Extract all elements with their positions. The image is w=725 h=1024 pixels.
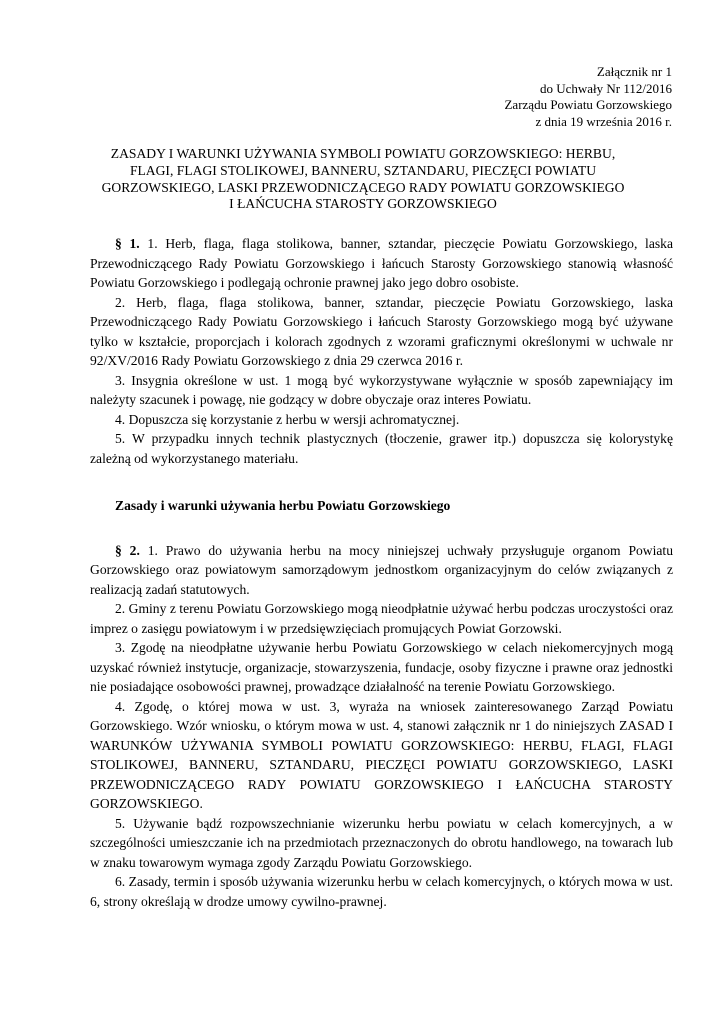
- section-1-paragraph-2: 2. Herb, flaga, flaga stolikowa, banner, sztandar, pieczęcie Powiatu Gorzowskiego, laska Przewodniczącego Rady Powiatu Gorzowskiego i łańcuch Starosty Gorzowskiego mogą być używane tylko w kształcie, proporcjach i kolorach zgodnych z wzorami graficznymi określonymi w uchwale nr 92/XV/2016 Rady Powiatu Gorzowskiego z dnia 29 czerwca 2016 r.: [90, 294, 673, 368]
- document-title: [80, 146, 646, 213]
- header-line-date: z dnia 19 września 2016 r.: [535, 113, 672, 129]
- header-line-board: Zarządu Powiatu Gorzowskiego: [504, 97, 672, 113]
- title-line-2: FLAGI, FLAGI STOLIKOWEJ, BANNERU, SZTANDARU, PIECZĘCI POWIATU: [129, 162, 597, 178]
- spacer: [90, 468, 673, 496]
- document-body: [90, 234, 673, 911]
- header-line-attachment: Załącznik nr 1: [596, 64, 672, 79]
- section-1-paragraph-3: 3. Insygnia określone w ust. 1 mogą być wykorzystywane wyłącznie w sposób zapewniający im należyty szacunek i powagę, nie godzący w dobre obyczaje oraz interes Powiatu.: [90, 372, 673, 407]
- section-1-text-1: 1. Herb, flaga, flaga stolikowa, banner, sztandar, pieczęcie Powiatu Gorzowskiego, laska Przewodniczącego Rady Powiatu Gorzowskiego i łańcuch Starosty Gorzowskiego stanowią własność Powiatu Gorzowskiego i podlegają ochronie prawnej jako jego dobro osobiste.: [90, 236, 673, 290]
- section-1-paragraph-4: 4. Dopuszcza się korzystanie z herbu w wersji achromatycznej.: [115, 411, 460, 427]
- section-2-paragraph-1: [90, 541, 673, 600]
- section-1-paragraph-1: [90, 234, 673, 293]
- section-1-mark: § 1.: [115, 236, 140, 251]
- spacer: [90, 516, 673, 541]
- section-2-paragraph-4: 4. Zgodę, o której mowa w ust. 3, wyraża na wniosek zainteresowanego Zarząd Powiatu Gorzowskiego. Wzór wniosku, o którym mowa w ust. 4, stanowi załącznik nr 1 do niniejszych ZASAD I WARUNKÓW UŻYWANIA SYMBOLI POWIATU GORZOWSKIEGO: HERBU, FLAGI, FLAGI STOLIKOWEJ, BANNERU, SZTANDARU, PIECZĘCI POWIATU GORZOWSKIEGO, LASKI PRZEWODNICZĄCEGO RADY POWIATU GORZOWSKIEGO I ŁAŃCUCHA STAROSTY GORZOWSKIEGO.: [90, 698, 673, 811]
- title-line-3: GORZOWSKIEGO, LASKI PRZEWODNICZĄCEGO RADY POWIATU GORZOWSKIEGO: [101, 179, 625, 195]
- section-2-mark: § 2.: [115, 542, 140, 558]
- section-2-paragraph-2: 2. Gminy z terenu Powiatu Gorzowskiego mogą nieodpłatnie używać herbu podczas uroczystości oraz imprez o zasięgu powiatowym i w przedsięwzięciach promujących Powiat Gorzowski.: [90, 601, 673, 636]
- section-2-text-1: 1. Prawo do używania herbu na mocy niniejszej uchwały przysługuje organom Powiatu Gorzowskiego oraz powiatowym samorządowym jednostkom organizacyjnym do celów związanych z realizacją zadań statutowych.: [90, 542, 673, 597]
- header-line-resolution: do Uchwały Nr 112/2016: [539, 80, 672, 96]
- section-2-paragraph-3: 3. Zgodę na nieodpłatne używanie herbu Powiatu Gorzowskiego w celach niekomercyjnych mogą uzyskać również instytucje, organizacje, stowarzyszenia, fundacje, osoby fizyczne i prawne oraz jednostki nie posiadające osobowości prawnej, prowadzące działalność na terenie Powiatu Gorzowskiego.: [90, 640, 673, 694]
- section-2-paragraph-5: 5. Używanie bądź rozpowszechnianie wizerunku herbu powiatu w celach komercyjnych, a w szczególności umieszczanie ich na przedmiotach przeznaczonych do obrotu handlowego, na towarach lub w znaku towarowym wymaga zgody Zarządu Powiatu Gorzowskiego.: [90, 815, 673, 870]
- section-2-heading: Zasady i warunki używania herbu Powiatu Gorzowskiego: [115, 498, 451, 513]
- title-line-4: I ŁAŃCUCHA STAROSTY GORZOWSKIEGO: [229, 196, 497, 212]
- section-2-paragraph-6: 6. Zasady, termin i sposób używania wizerunku herbu w celach komercyjnych, o których mowa w ust. 6, strony określają w drodze umowy cywilno-prawnej.: [90, 874, 673, 909]
- attachment-header: [504, 64, 672, 130]
- title-line-1: ZASADY I WARUNKI UŻYWANIA SYMBOLI POWIATU GORZOWSKIEGO: HERBU,: [110, 146, 616, 161]
- section-1-paragraph-5: 5. W przypadku innych technik plastycznych (tłoczenie, grawer itp.) dopuszcza się kolorystykę zależną od wykorzystanego materiału.: [90, 431, 673, 466]
